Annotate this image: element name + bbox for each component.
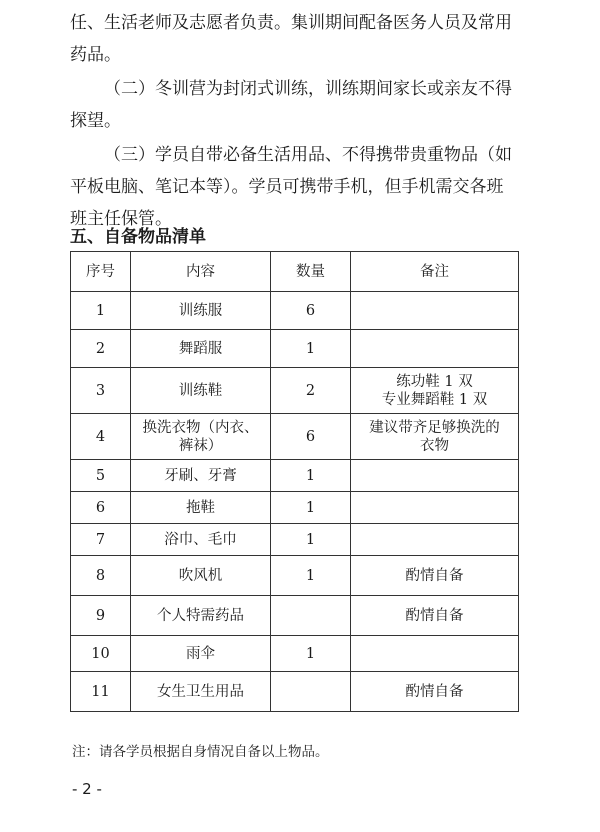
cell-item: 雨伞: [131, 636, 271, 672]
paragraph-line: 探望。: [70, 111, 121, 131]
table-row: [71, 556, 519, 596]
page-number: - 2 -: [72, 780, 102, 798]
cell-note: 建议带齐足够换洗的 衣物: [351, 414, 519, 460]
cell-item: 吹风机: [131, 556, 271, 596]
footnote: 注：请各学员根据自身情况自备以上物品。: [72, 744, 329, 760]
cell-qty: 1: [271, 460, 351, 492]
section-title: 五、自备物品清单: [70, 227, 206, 247]
table-row: [71, 636, 519, 672]
cell-item: 换洗衣物（内衣、 裤袜）: [131, 414, 271, 460]
table-row: [71, 368, 519, 414]
cell-note: 酌情自备: [351, 596, 519, 636]
cell-item: 舞蹈服: [131, 330, 271, 368]
cell-qty: 6: [271, 292, 351, 330]
header-qty: 数量: [271, 252, 351, 292]
cell-note: [351, 292, 519, 330]
cell-no: 11: [71, 672, 131, 712]
paragraph-line: （二）冬训营为封闭式训练，训练期间家长或亲友不得: [104, 79, 512, 99]
table-row: [71, 672, 519, 712]
cell-no: 7: [71, 524, 131, 556]
table-row: [71, 492, 519, 524]
table-header-row: [71, 252, 519, 292]
cell-note: [351, 524, 519, 556]
cell-item: 牙刷、牙膏: [131, 460, 271, 492]
cell-note: 酌情自备: [351, 672, 519, 712]
header-item: 内容: [131, 252, 271, 292]
cell-qty: 2: [271, 368, 351, 414]
cell-no: 4: [71, 414, 131, 460]
header-no: 序号: [71, 252, 131, 292]
cell-item: 女生卫生用品: [131, 672, 271, 712]
cell-qty: 1: [271, 556, 351, 596]
paragraph-line: 任、生活老师及志愿者负责。集训期间配备医务人员及常用: [70, 13, 512, 33]
cell-item: 训练服: [131, 292, 271, 330]
cell-note: [351, 330, 519, 368]
table-row: [71, 524, 519, 556]
cell-note: [351, 460, 519, 492]
table-row: [71, 414, 519, 460]
cell-no: 8: [71, 556, 131, 596]
cell-no: 9: [71, 596, 131, 636]
cell-item: 浴巾、毛巾: [131, 524, 271, 556]
cell-qty: 1: [271, 492, 351, 524]
cell-note: 练功鞋 1 双 专业舞蹈鞋 1 双: [351, 368, 519, 414]
paragraph-line: 药品。: [70, 45, 121, 65]
paragraph-line: 平板电脑、笔记本等）。学员可携带手机，但手机需交各班: [70, 177, 504, 197]
table-row: [71, 460, 519, 492]
cell-no: 5: [71, 460, 131, 492]
table-row: [71, 330, 519, 368]
cell-qty: 6: [271, 414, 351, 460]
cell-note: [351, 492, 519, 524]
cell-qty: [271, 672, 351, 712]
cell-item: 拖鞋: [131, 492, 271, 524]
cell-no: 6: [71, 492, 131, 524]
cell-no: 1: [71, 292, 131, 330]
cell-note: 酌情自备: [351, 556, 519, 596]
cell-no: 3: [71, 368, 131, 414]
cell-qty: [271, 596, 351, 636]
header-note: 备注: [351, 252, 519, 292]
table-row: [71, 596, 519, 636]
cell-no: 10: [71, 636, 131, 672]
cell-no: 2: [71, 330, 131, 368]
cell-item: 训练鞋: [131, 368, 271, 414]
cell-qty: 1: [271, 524, 351, 556]
table-row: [71, 292, 519, 330]
cell-item: 个人特需药品: [131, 596, 271, 636]
cell-qty: 1: [271, 636, 351, 672]
cell-qty: 1: [271, 330, 351, 368]
paragraph-line: （三）学员自带必备生活用品、不得携带贵重物品（如: [104, 145, 512, 165]
cell-note: [351, 636, 519, 672]
paragraph-line: 班主任保管。: [70, 209, 172, 229]
items-table: [70, 251, 519, 712]
